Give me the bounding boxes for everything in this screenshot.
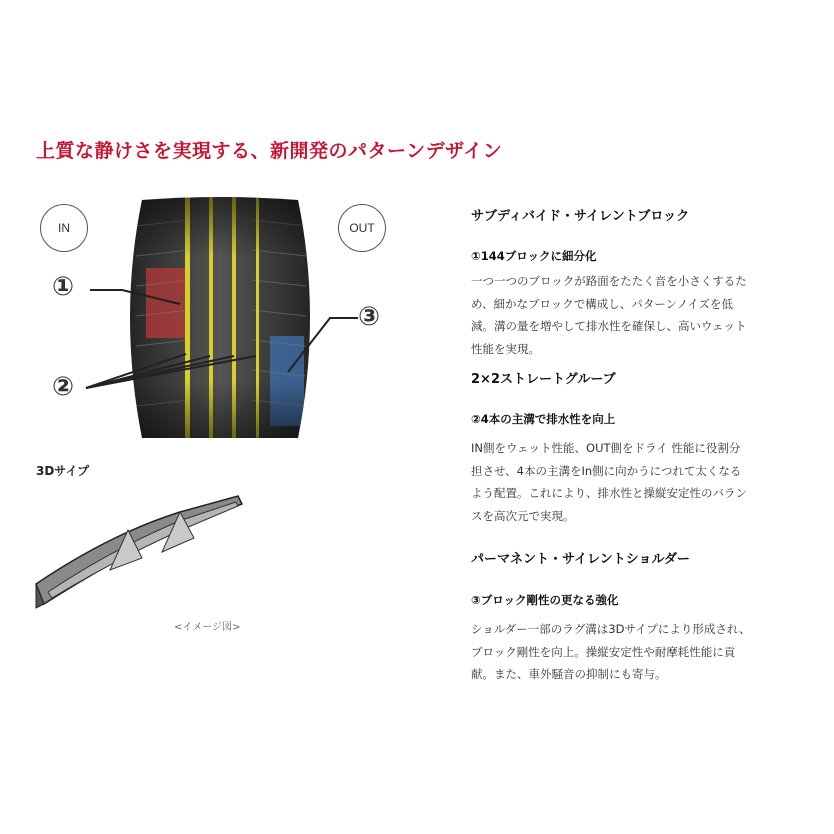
marker-3: ③ <box>358 302 381 332</box>
marker-2: ② <box>52 372 75 402</box>
sipe-diagram <box>30 490 250 615</box>
section-1-subtitle: ①144ブロックに細分化 <box>471 249 597 263</box>
out-side-label: OUT <box>338 204 386 252</box>
body-line: ショルダー一部のラグ溝は3Dサイプにより形成され、 <box>471 622 751 636</box>
marker-1: ① <box>52 272 75 302</box>
page-headline: 上質な静けさを実現する、新開発のパターンデザイン <box>36 140 503 162</box>
body-line: IN側をウェット性能、OUT側をドライ 性能に役割分 <box>471 441 741 455</box>
section-2-subtitle: ②4本の主溝で排水性を向上 <box>471 412 616 426</box>
body-line: 減。溝の量を増やして排水性を確保し、高いウェット <box>471 319 747 333</box>
section-1-body <box>471 270 747 360</box>
body-line: ブロック剛性を向上。操縦安定性や耐摩耗性能に貢 <box>471 644 736 659</box>
in-side-label: IN <box>40 204 88 252</box>
section-3-subtitle: ③ブロック剛性の更なる強化 <box>471 593 619 607</box>
body-line: 一つ一つのブロックが路面をたたく音を小さくするた <box>471 274 747 288</box>
body-line: 性能を実現。 <box>471 341 540 356</box>
section-2-title: 2×2ストレートグルーブ <box>471 372 616 387</box>
section-3-title: パーマネント・サイレントショルダー <box>471 552 690 567</box>
section-3-body <box>471 618 751 686</box>
body-line: スを高次元で実現。 <box>471 508 575 523</box>
body-line: め、細かなブロックで構成し、パターンノイズを低 <box>471 296 733 311</box>
section-1-title: サブディバイド・サイレントブロック <box>471 209 690 224</box>
sipe-title: 3Dサイプ <box>36 464 90 478</box>
tire-tread-illustration <box>40 196 420 442</box>
section-2-body <box>471 437 747 527</box>
image-caption: <イメージ図> <box>174 622 241 633</box>
body-line: 献。また、車外騒音の抑制にも寄与。 <box>471 667 667 681</box>
body-line: 担させ、4本の主溝をIn側に向かうにつれて太くなる <box>471 463 742 478</box>
body-line: よう配置。これにより、排水性と操縦安定性のバラン <box>471 486 747 500</box>
